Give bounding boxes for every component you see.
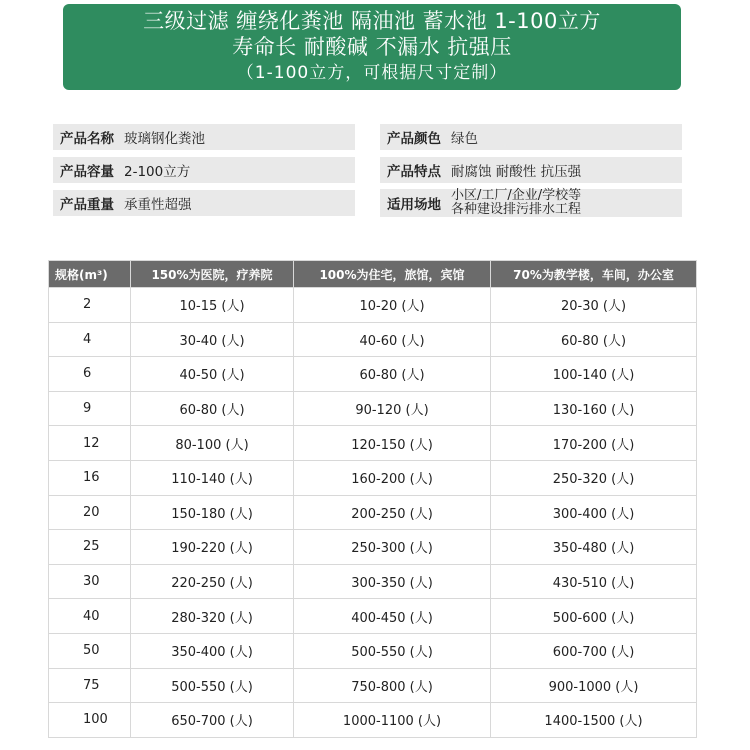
table-cell: 6: [49, 357, 131, 392]
table-cell: 2: [49, 288, 131, 323]
banner-subtitle: 寿命长 耐酸碱 不漏水 抗强压: [232, 35, 512, 59]
table-cell: 150-180 (人): [131, 495, 294, 530]
table-cell: 170-200 (人): [491, 426, 697, 461]
table-cell: 10-20 (人): [294, 288, 491, 323]
table-cell: 650-700 (人): [131, 703, 294, 738]
title-banner: [63, 4, 681, 90]
info-value-line2: 各种建设排污排水工程: [451, 202, 582, 217]
table-row: [49, 426, 697, 461]
table-cell: 60-80 (人): [491, 322, 697, 357]
table-cell: 100-140 (人): [491, 357, 697, 392]
table-row: [49, 564, 697, 599]
table-cell: 500-550 (人): [131, 668, 294, 703]
table-row: [49, 599, 697, 634]
info-value: 玻璃钢化粪池: [124, 131, 205, 147]
table-cell: 20-30 (人): [491, 288, 697, 323]
table-row: [49, 495, 697, 530]
table-cell: 12: [49, 426, 131, 461]
table-row: [49, 288, 697, 323]
info-key: 产品颜色: [387, 131, 441, 147]
table-cell: 30-40 (人): [131, 322, 294, 357]
info-venue: [380, 189, 682, 217]
table-cell: 500-550 (人): [294, 633, 491, 668]
table-cell: 1400-1500 (人): [491, 703, 697, 738]
table-cell: 500-600 (人): [491, 599, 697, 634]
table-cell: 4: [49, 322, 131, 357]
table-cell: 430-510 (人): [491, 564, 697, 599]
info-product-features: [380, 157, 682, 183]
table-cell: 900-1000 (人): [491, 668, 697, 703]
table-cell: 200-250 (人): [294, 495, 491, 530]
table-cell: 750-800 (人): [294, 668, 491, 703]
info-product-weight: [53, 190, 355, 216]
table-header: 150%为医院，疗养院: [131, 261, 294, 288]
table-cell: 90-120 (人): [294, 391, 491, 426]
table-cell: 40-50 (人): [131, 357, 294, 392]
info-product-color: [380, 124, 682, 150]
table-cell: 100: [49, 703, 131, 738]
info-product-name: [53, 124, 355, 150]
table-cell: 60-80 (人): [294, 357, 491, 392]
table-row: [49, 668, 697, 703]
table-cell: 300-350 (人): [294, 564, 491, 599]
table-row: [49, 391, 697, 426]
table-cell: 250-320 (人): [491, 460, 697, 495]
table-cell: 250-300 (人): [294, 530, 491, 565]
table-cell: 130-160 (人): [491, 391, 697, 426]
table-row: [49, 703, 697, 738]
table-cell: 60-80 (人): [131, 391, 294, 426]
table-header: 70%为教学楼，车间，办公室: [491, 261, 697, 288]
table-cell: 190-220 (人): [131, 530, 294, 565]
info-value: 耐腐蚀 耐酸性 抗压强: [451, 164, 582, 180]
info-key: 产品容量: [60, 164, 114, 180]
table-cell: 110-140 (人): [131, 460, 294, 495]
table-header: 100%为住宅，旅馆，宾馆: [294, 261, 491, 288]
table-cell: 160-200 (人): [294, 460, 491, 495]
table-cell: 16: [49, 460, 131, 495]
table-cell: 350-400 (人): [131, 633, 294, 668]
table-row: [49, 633, 697, 668]
table-cell: 120-150 (人): [294, 426, 491, 461]
table-cell: 40: [49, 599, 131, 634]
table-cell: 300-400 (人): [491, 495, 697, 530]
table-cell: 350-480 (人): [491, 530, 697, 565]
table-body: [49, 288, 697, 738]
table-cell: 220-250 (人): [131, 564, 294, 599]
info-key: 适用场地: [387, 197, 441, 213]
banner-title: 三级过滤 缠绕化粪池 隔油池 蓄水池 1-100立方: [143, 9, 601, 33]
spec-table: [48, 260, 697, 738]
table-cell: 10-15 (人): [131, 288, 294, 323]
info-key: 产品名称: [60, 131, 114, 147]
info-value: 绿色: [451, 131, 478, 147]
info-product-capacity: [53, 157, 355, 183]
table-cell: 20: [49, 495, 131, 530]
info-key: 产品重量: [60, 197, 114, 213]
table-row: [49, 530, 697, 565]
table-cell: 400-450 (人): [294, 599, 491, 634]
table-cell: 9: [49, 391, 131, 426]
table-cell: 50: [49, 633, 131, 668]
table-cell: 1000-1100 (人): [294, 703, 491, 738]
table-cell: 25: [49, 530, 131, 565]
table-cell: 80-100 (人): [131, 426, 294, 461]
info-value-line1: 小区/工厂/企业/学校等: [451, 188, 582, 203]
info-value: 2-100立方: [124, 164, 191, 180]
table-cell: 75: [49, 668, 131, 703]
info-key: 产品特点: [387, 164, 441, 180]
table-cell: 600-700 (人): [491, 633, 697, 668]
table-row: [49, 460, 697, 495]
table-header-row: [49, 261, 697, 288]
info-value: 承重性超强: [124, 197, 192, 213]
info-value: [451, 189, 581, 217]
table-row: [49, 357, 697, 392]
banner-note: （1-100立方，可根据尺寸定制）: [236, 63, 508, 83]
table-cell: 280-320 (人): [131, 599, 294, 634]
table-row: [49, 322, 697, 357]
table-header: 规格(m³): [49, 261, 131, 288]
table-cell: 40-60 (人): [294, 322, 491, 357]
table-cell: 30: [49, 564, 131, 599]
